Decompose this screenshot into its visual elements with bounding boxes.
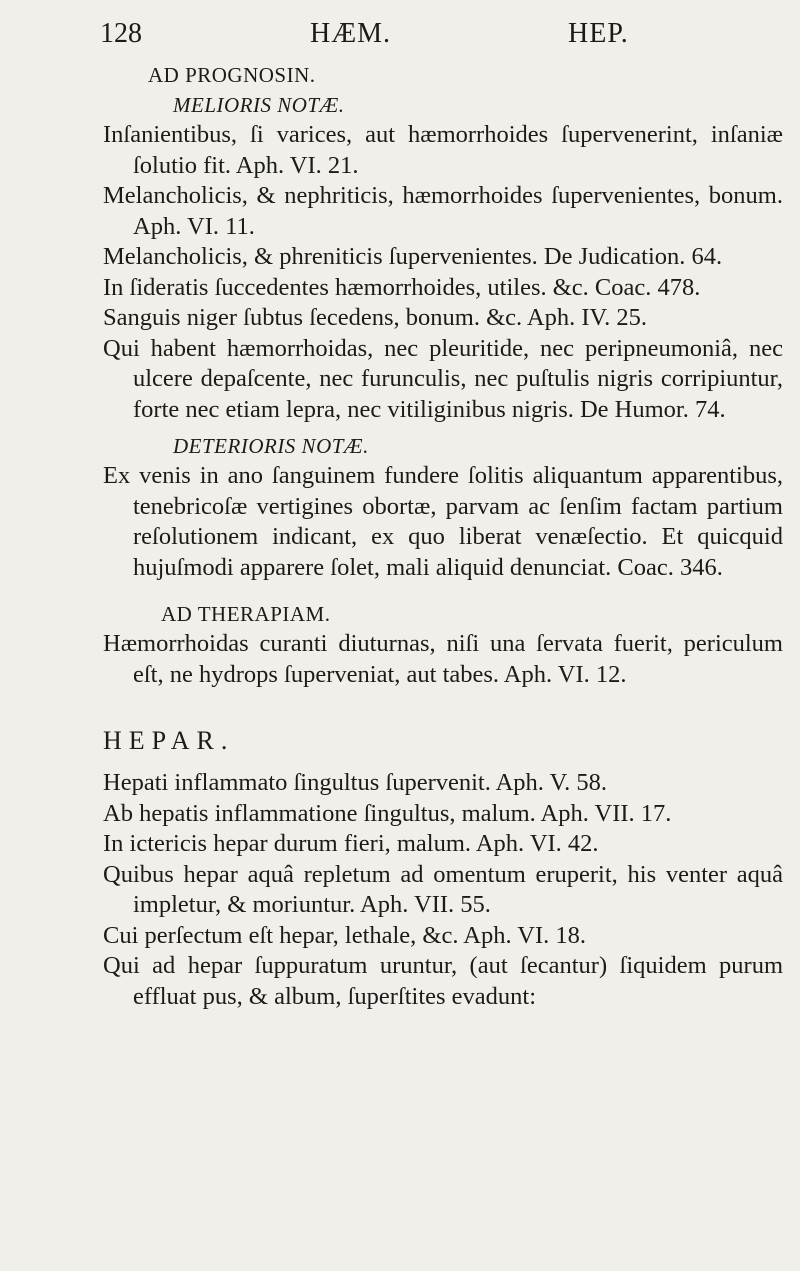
aphorism-entry: In ictericis hepar durum fieri, malum. Aph. VI. 42. [103,830,599,857]
running-title-left: HÆM. [310,18,392,49]
section-heading-prognosis: AD PROGNOSIN. [148,63,316,87]
aphorism-entry: Hæmorrhoidas curanti diuturnas, niſi una ſervata fuerit, periculum eſt, ne hydrops ſuperveniat, aut tabes. Aph. VI. 12. [103,630,783,688]
aphorism-entry: Ex venis in ano ſanguinem fundere ſolitis aliquantum apparentibus, tenebricoſæ vertigines obortæ, parvam ac ſenſim factam partium reſolutionem indicant, ex quo liberat venæſectio. Et quicquid hujuſmodi apparere ſolet, mali aliquid denunciat. Coac. 346. [103,462,783,581]
aphorism-entry: Qui ad hepar ſuppuratum uruntur, (aut ſecantur) ſiquidem purum effluat pus, & album, ſuperſtites evadunt: [103,952,783,1010]
aphorism-entry: Inſanientibus, ſi varices, aut hæmorrhoides ſupervenerint, inſaniæ ſolutio fit. Aph. VI. 21. [103,121,783,179]
aphorism-entry: Cui perſectum eſt hepar, lethale, &c. Aph. VI. 18. [103,921,586,949]
aphorism-entry: Quibus hepar aquâ repletum ad omentum eruperit, his venter aquâ impletur, & moriuntur. Aph. VII. 55. [103,860,783,918]
subheading-good-signs: MELIORIS NOTÆ. [173,93,345,117]
running-header [0,18,800,58]
section-heading-hepar: HEPAR. [103,726,235,755]
aphorism-entry: Melancholicis, & nephriticis, hæmorrhoides ſupervenientes, bonum. Aph. VI. 11. [103,182,783,240]
aphorism-entry: Melancholicis, & phreniticis ſupervenientes. De Judication. 64. [103,243,723,270]
aphorism-entry: In ſideratis ſuccedentes hæmorrhoides, utiles. &c. Coac. 478. [103,273,701,301]
section-heading-therapy: AD THERAPIAM. [161,602,331,626]
page-body [103,60,783,1012]
running-title-right: HEP. [568,18,629,49]
page-number: 128 [100,18,142,49]
subheading-bad-signs: DETERIORIS NOTÆ. [173,434,369,458]
aphorism-entry: Ab hepatis inflammatione ſingultus, malum. Aph. VII. 17. [103,799,672,827]
aphorism-entry: Hepati inflammato ſingultus ſupervenit. Aph. V. 58. [103,769,608,796]
aphorism-entry: Qui habent hæmorrhoidas, nec pleuritide, nec peripneumoniâ, nec ulcere depaſcente, nec furunculis, nec puſtulis nigris corripiuntur, forte nec etiam lepra, nec vitiliginibus nigris. De Humor. 74. [103,334,783,423]
aphorism-entry: Sanguis niger ſubtus ſecedens, bonum. &c. Aph. IV. 25. [103,304,647,331]
